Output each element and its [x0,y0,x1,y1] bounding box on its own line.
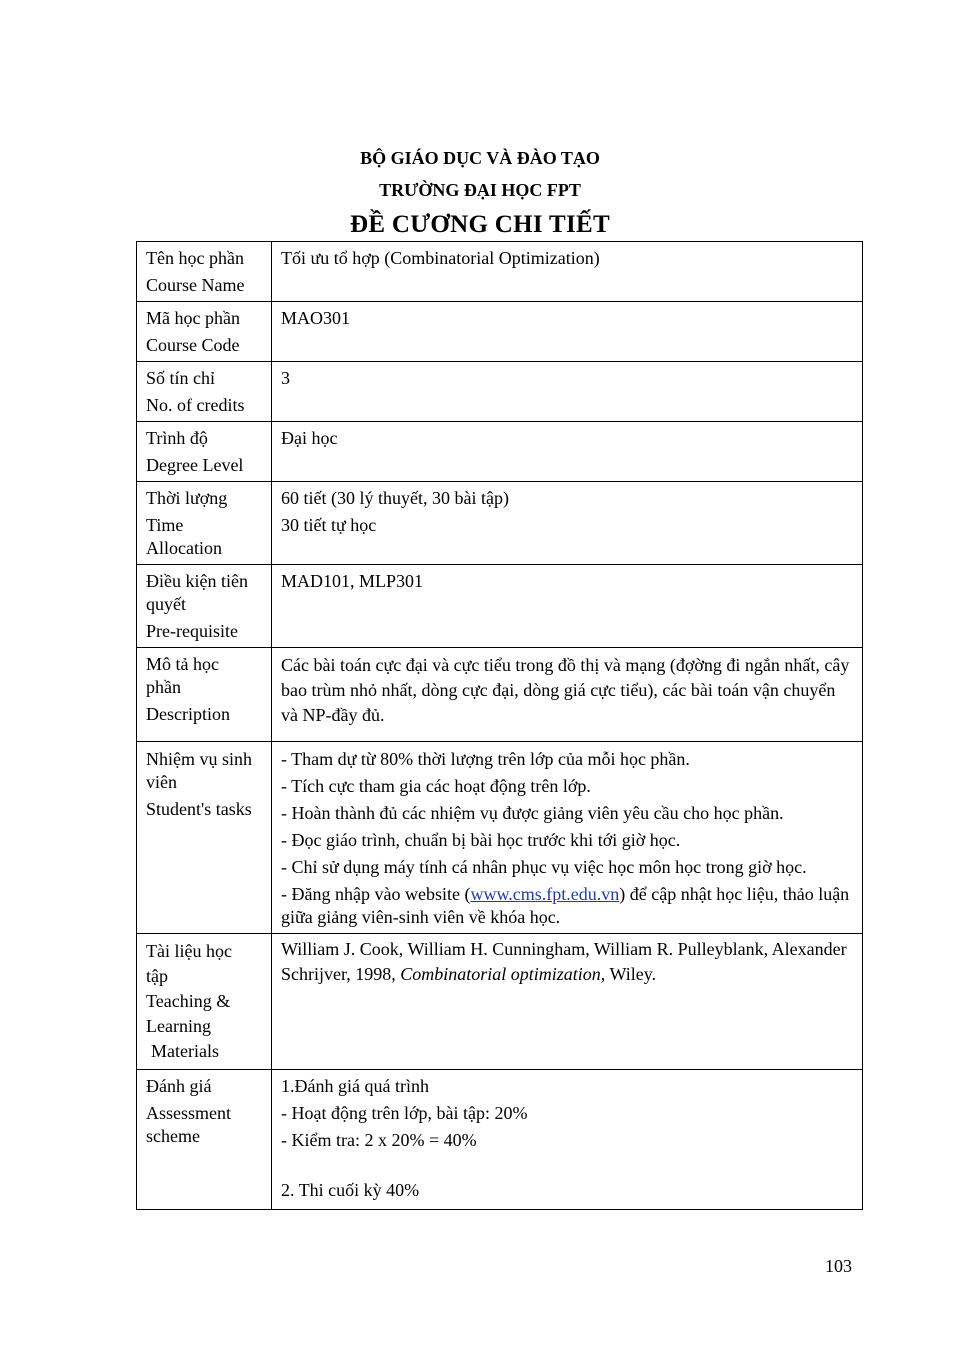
value-cell [272,742,863,934]
university-heading: TRƯỜNG ĐẠI HỌC FPT [379,180,581,200]
label-en: Learning [146,1016,211,1036]
materials-publisher: , Wiley. [600,964,657,984]
label-en: Pre-requisite [146,621,238,641]
credits-value: 3 [281,368,290,388]
label-en: Teaching & [146,991,231,1011]
materials-book-title: Combinatorial optimization [400,964,601,984]
row-course-name [137,242,863,302]
row-prerequisite [137,565,863,648]
syllabus-table [136,241,863,1210]
task-item: - Chỉ sử dụng máy tính cá nhân phục vụ việc học môn học trong giờ học. [281,857,807,877]
assessment-line: - Kiểm tra: 2 x 20% = 40% [281,1130,477,1150]
time-value-2: 30 tiết tự học [281,515,377,535]
label-en: Degree Level [146,455,244,475]
label-en: Course Name [146,275,245,295]
value-cell [272,648,863,742]
assessment-line: - Hoạt động trên lớp, bài tập: 20% [281,1103,528,1123]
label-cell [137,565,272,648]
label-cell [137,742,272,934]
time-value-1: 60 tiết (30 lý thuyết, 30 bài tập) [281,488,509,508]
course-name-value: Tối ưu tổ hợp (Combinatorial Optimization) [281,248,600,268]
label-cell [137,302,272,362]
task-item: - Đọc giáo trình, chuẩn bị bài học trước khi tới giờ học. [281,830,681,850]
label-vi: Nhiệm vụ sinh [146,749,252,769]
label-vi: Thời lượng [146,488,228,508]
document-title: ĐỀ CƯƠNG CHI TIẾT [349,211,610,238]
row-description [137,648,863,742]
task-item: - Tích cực tham gia các hoạt động trên lớp. [281,776,591,796]
label-cell [137,362,272,422]
degree-value: Đại học [281,428,338,448]
label-en: No. of credits [146,395,245,415]
assessment-line: 1.Đánh giá quá trình [281,1076,429,1096]
label-en: Student's tasks [146,799,252,819]
label-vi: Trình độ [146,428,208,448]
label-en: scheme [146,1126,200,1146]
label-cell [137,482,272,565]
label-cell [137,422,272,482]
materials-authors: William J. Cook, William H. Cunningham, William R. Pulleyblank, Alexander Schrijver, 1998, [281,939,847,984]
materials-value [281,937,854,987]
row-student-tasks [137,742,863,934]
label-vi: Điều kiện tiên [146,571,248,591]
label-vi: tập [146,966,168,986]
label-en: Allocation [146,538,222,558]
label-cell [137,242,272,302]
task-item: - Hoàn thành đủ các nhiệm vụ được giảng viên yêu cầu cho học phần. [281,803,784,823]
cms-website-link[interactable]: www.cms.fpt.edu.vn [470,884,620,904]
label-cell [137,1070,272,1210]
label-vi: quyết [146,594,186,614]
task-website-prefix: - Đăng nhập vào website ( [281,884,471,904]
prereq-value: MAD101, MLP301 [281,571,424,591]
blank-line [281,1156,854,1179]
value-cell [272,482,863,565]
value-cell [272,422,863,482]
label-en: Assessment [146,1103,231,1123]
label-cell [137,934,272,1070]
course-code-value: MAO301 [281,308,351,328]
value-cell [272,934,863,1070]
task-item: - Tham dự từ 80% thời lượng trên lớp của mỗi học phần. [281,749,690,769]
label-vi: Mã học phần [146,308,240,328]
row-materials [137,934,863,1070]
task-website-suffix: ) để cập nhật học liệu, thảo luận giữa giảng viên-sinh viên về khóa học. [281,884,850,927]
row-assessment [137,1070,863,1210]
label-en: Description [146,704,230,724]
page-number: 103 [825,1256,852,1276]
label-cell [137,648,272,742]
task-item-website [281,883,854,929]
row-degree-level [137,422,863,482]
label-vi: viên [146,772,177,792]
label-en: Time [146,515,184,535]
label-vi: Mô tả học [146,654,219,674]
label-vi: Tên học phần [146,248,244,268]
label-vi: phần [146,677,181,697]
row-time-allocation [137,482,863,565]
ministry-heading: BỘ GIÁO DỤC VÀ ĐÀO TẠO [360,148,600,168]
description-value: Các bài toán cực đại và cực tiểu trong đồ thị và mạng (đợờng đi ngắn nhất, cây bao trùm nhỏ nhất, dòng cực đại, dòng giá cực tiểu), các bài toán vận chuyển và NP-đầy đủ. [281,655,850,725]
value-cell [272,242,863,302]
label-vi: Số tín chỉ [146,368,216,388]
value-cell [272,565,863,648]
label-en: Course Code [146,335,240,355]
row-credits [137,362,863,422]
row-course-code [137,302,863,362]
value-cell [272,362,863,422]
label-vi: Đánh giá [146,1076,212,1096]
label-vi: Tài liệu học [146,941,232,961]
assessment-line: 2. Thi cuối kỳ 40% [281,1180,420,1200]
value-cell [272,302,863,362]
value-cell [272,1070,863,1210]
label-en: Materials [151,1041,219,1061]
